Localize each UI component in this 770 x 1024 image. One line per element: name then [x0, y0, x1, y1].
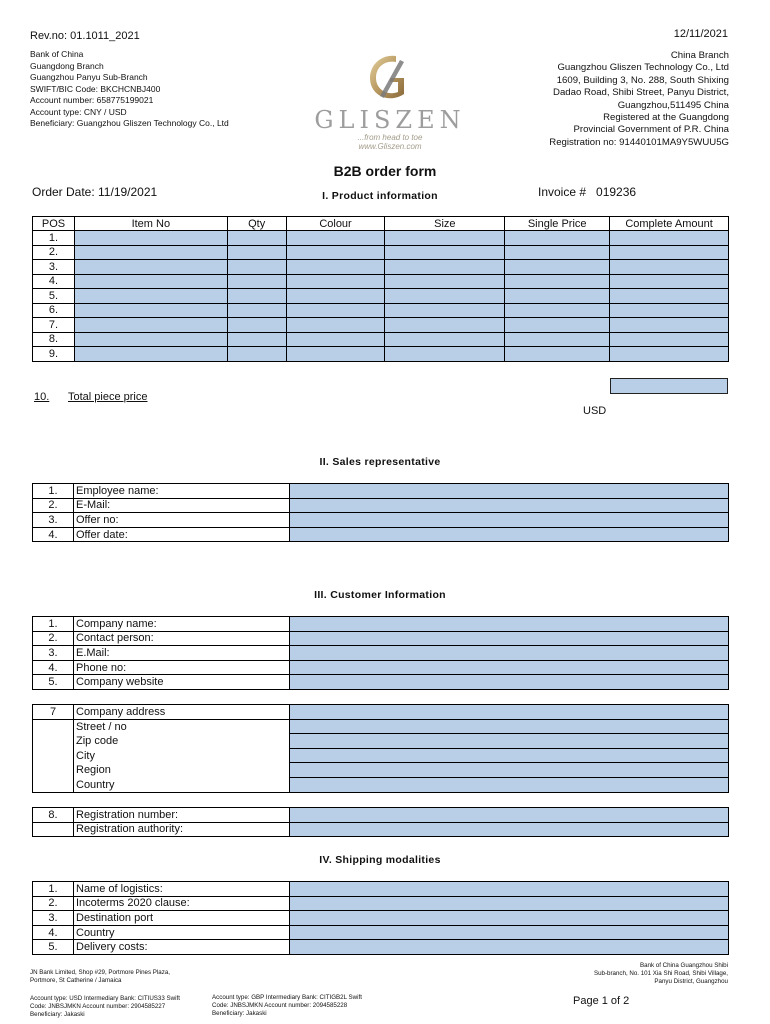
section-shipping-heading: IV. Shipping modalities: [319, 854, 441, 866]
row-label: Delivery costs:: [74, 940, 290, 955]
form-row: [33, 748, 729, 763]
row-label: Street / no: [74, 719, 290, 734]
section-product-heading: I. Product information: [322, 190, 438, 202]
qty-cell[interactable]: [227, 347, 286, 362]
row-number: 1.: [33, 882, 74, 897]
row-label: Country: [74, 777, 290, 792]
pos-cell: 8.: [33, 332, 75, 347]
bank-line: Guangzhou Panyu Sub-Branch: [30, 72, 148, 83]
row-number: 4.: [33, 660, 74, 675]
colour-cell[interactable]: [286, 260, 385, 275]
row-input-field[interactable]: [290, 896, 729, 911]
row-label: Registration authority:: [74, 822, 290, 837]
complete-amount-cell[interactable]: [610, 289, 729, 304]
footer-line: Panyu District, Guangzhou: [654, 978, 728, 985]
pos-cell: 4.: [33, 274, 75, 289]
row-number: [33, 748, 74, 763]
row-input-field[interactable]: [290, 882, 729, 897]
shipping-table: [32, 881, 729, 955]
item-no-cell[interactable]: [74, 245, 227, 260]
beneficiary: Beneficiary: Guangzhou Gliszen Technology Co., Ltd: [30, 118, 229, 128]
form-row: [33, 660, 729, 675]
bank-line: Guangdong Branch: [30, 60, 104, 71]
col-item-no: Item No: [74, 217, 227, 231]
footer-usd-account: [30, 995, 180, 1019]
logo-tagline: [300, 133, 480, 151]
col-pos: POS: [33, 217, 75, 231]
colour-cell[interactable]: [286, 231, 385, 246]
footer-line: Code: JNBSJMKN Account number: 2904585227: [30, 1003, 166, 1010]
row-input-field[interactable]: [290, 911, 729, 926]
form-row: [33, 675, 729, 690]
page-number: Page 1 of 2: [573, 995, 630, 1007]
row-label: Region: [74, 763, 290, 778]
size-cell[interactable]: [385, 289, 505, 304]
company-logo: [300, 50, 480, 150]
qty-cell[interactable]: [227, 303, 286, 318]
product-row: [33, 303, 729, 318]
row-label: Company name:: [74, 617, 290, 632]
row-number: [33, 822, 74, 837]
complete-amount-cell[interactable]: [610, 231, 729, 246]
colour-cell[interactable]: [286, 318, 385, 333]
row-input-field[interactable]: [290, 777, 729, 792]
row-number: 3.: [33, 646, 74, 661]
company-address: [479, 50, 729, 149]
section-customer-heading: III. Customer Information: [314, 589, 446, 601]
form-row: [33, 527, 729, 542]
row-number: 4.: [33, 527, 74, 542]
row-number: 7: [33, 705, 74, 720]
footer-jn-bank: [30, 969, 170, 985]
single-price-cell[interactable]: [505, 332, 610, 347]
complete-amount-cell[interactable]: [610, 260, 729, 275]
row-label: Phone no:: [74, 660, 290, 675]
complete-amount-cell[interactable]: [610, 332, 729, 347]
footer-bank-of-china: [528, 962, 728, 986]
qty-cell[interactable]: [227, 260, 286, 275]
product-row: [33, 318, 729, 333]
logo-brand-text: GLISZEN: [314, 106, 466, 134]
product-row: [33, 245, 729, 260]
colour-cell[interactable]: [286, 289, 385, 304]
footer-line: Account type: GBP Intermediary Bank: CITIGB2L Swift: [212, 994, 362, 1001]
row-input-field[interactable]: [290, 660, 729, 675]
row-input-field[interactable]: [290, 617, 729, 632]
colour-cell[interactable]: [286, 245, 385, 260]
row-number: 2.: [33, 498, 74, 513]
pos-cell: 6.: [33, 303, 75, 318]
row-input-field[interactable]: [290, 527, 729, 542]
row-label: Country: [74, 925, 290, 940]
colour-cell[interactable]: [286, 332, 385, 347]
row-input-field[interactable]: [290, 513, 729, 528]
product-row: [33, 347, 729, 362]
single-price-cell[interactable]: [505, 318, 610, 333]
qty-cell[interactable]: [227, 332, 286, 347]
pos-cell: 9.: [33, 347, 75, 362]
complete-amount-cell[interactable]: [610, 347, 729, 362]
row-input-field[interactable]: [290, 646, 729, 661]
company-line: Guangzhou,511495 China: [617, 99, 729, 111]
currency-label: USD: [583, 405, 607, 417]
complete-amount-cell[interactable]: [610, 318, 729, 333]
row-number: 2.: [33, 896, 74, 911]
row-label: Incoterms 2020 clause:: [74, 896, 290, 911]
row-label: Contact person:: [74, 631, 290, 646]
company-line: Guangzhou Gliszen Technology Co., Ltd: [557, 62, 729, 74]
footer-line: Beneficiary: Jakaski: [212, 1010, 267, 1017]
row-number: 1.: [33, 617, 74, 632]
revision-number: Rev.no: 01.1011_2021: [30, 30, 140, 42]
item-no-cell[interactable]: [74, 332, 227, 347]
size-cell[interactable]: [385, 245, 505, 260]
company-line: 1609, Building 3, No. 288, South Shixing: [556, 74, 729, 86]
section-sales-heading: II. Sales representative: [319, 456, 441, 468]
form-row: [33, 777, 729, 792]
complete-amount-cell[interactable]: [610, 274, 729, 289]
row-number: 8.: [33, 808, 74, 823]
row-number: 4.: [33, 925, 74, 940]
form-row: [33, 719, 729, 734]
single-price-cell[interactable]: [505, 231, 610, 246]
pos-cell: 2.: [33, 245, 75, 260]
logo-website: www.Gliszen.com: [358, 142, 422, 151]
form-row: [33, 734, 729, 749]
row-number: 1.: [33, 484, 74, 499]
company-line: Dadao Road, Shibi Street, Panyu District,: [553, 87, 729, 99]
item-no-cell[interactable]: [74, 318, 227, 333]
row-number: 3.: [33, 513, 74, 528]
item-no-cell[interactable]: [74, 289, 227, 304]
size-cell[interactable]: [385, 332, 505, 347]
col-colour: Colour: [286, 217, 385, 231]
product-table-header: [33, 217, 729, 231]
company-line: China Branch: [670, 50, 729, 61]
item-no-cell[interactable]: [74, 260, 227, 275]
bank-line: Account type: CNY / USD: [30, 106, 127, 117]
row-label: Offer date:: [74, 527, 290, 542]
col-size: Size: [385, 217, 505, 231]
item-no-cell[interactable]: [74, 231, 227, 246]
form-row: [33, 631, 729, 646]
total-price-field[interactable]: [610, 378, 728, 394]
customer-table: [32, 616, 729, 690]
registration-table: [32, 807, 729, 837]
form-row: [33, 513, 729, 528]
pos-cell: 3.: [33, 260, 75, 275]
row-number: 3.: [33, 911, 74, 926]
product-row: [33, 260, 729, 275]
address-table: [32, 704, 729, 793]
product-row: [33, 274, 729, 289]
complete-amount-cell[interactable]: [610, 245, 729, 260]
footer-line: JN Bank Limited, Shop #29, Portmore Pines Plaza,: [30, 969, 170, 976]
form-title: B2B order form: [333, 163, 437, 179]
form-row: [33, 763, 729, 778]
logo-tagline-text: ...from head to toe: [357, 133, 423, 142]
single-price-cell[interactable]: [505, 260, 610, 275]
qty-cell[interactable]: [227, 274, 286, 289]
row-number: [33, 763, 74, 778]
form-row: [33, 646, 729, 661]
qty-cell[interactable]: [227, 245, 286, 260]
item-no-cell[interactable]: [74, 274, 227, 289]
colour-cell[interactable]: [286, 274, 385, 289]
size-cell[interactable]: [385, 274, 505, 289]
row-input-field[interactable]: [290, 498, 729, 513]
bank-line: Account number: 658775199021: [30, 95, 154, 106]
size-cell[interactable]: [385, 231, 505, 246]
colour-cell[interactable]: [286, 303, 385, 318]
row-number: 5.: [33, 940, 74, 955]
row-label: Registration number:: [74, 808, 290, 823]
company-line: Registration no: 91440101MA9Y5WUU5G: [549, 136, 729, 148]
size-cell[interactable]: [385, 318, 505, 333]
product-row: [33, 332, 729, 347]
row-input-field[interactable]: [290, 705, 729, 720]
single-price-cell[interactable]: [505, 347, 610, 362]
item-no-cell[interactable]: [74, 347, 227, 362]
order-date: Order Date: 11/19/2021: [32, 185, 158, 199]
item-no-cell[interactable]: [74, 303, 227, 318]
size-cell[interactable]: [385, 303, 505, 318]
single-price-cell[interactable]: [505, 303, 610, 318]
qty-cell[interactable]: [227, 289, 286, 304]
product-table: [32, 216, 729, 362]
row-input-field[interactable]: [290, 940, 729, 955]
footer-line: Beneficiary: Jakaski: [30, 1011, 85, 1018]
row-label: Name of logistics:: [74, 882, 290, 897]
invoice-value: 019236: [596, 185, 637, 199]
row-input-field[interactable]: [290, 748, 729, 763]
document-date: 12/11/2021: [673, 28, 728, 40]
row-number: 5.: [33, 675, 74, 690]
footer-line: Sub-branch, No. 101 Xia Shi Road, Shibi Village,: [593, 970, 728, 977]
row-label: Offer no:: [74, 513, 290, 528]
qty-cell[interactable]: [227, 231, 286, 246]
product-row: [33, 289, 729, 304]
row-number: 2.: [33, 631, 74, 646]
sales-table: [32, 483, 729, 542]
invoice-number: [538, 185, 636, 199]
footer-line: Code: JNBSJMKN Account number: 2094585228: [212, 1002, 348, 1009]
form-row: [33, 940, 729, 955]
bank-line: Bank of China: [30, 49, 84, 59]
row-number: [33, 777, 74, 792]
col-complete-amount: Complete Amount: [610, 217, 729, 231]
bank-line: SWIFT/BIC Code: BKCHCNBJ400: [30, 83, 161, 94]
form-row: [33, 617, 729, 632]
qty-cell[interactable]: [227, 318, 286, 333]
single-price-cell[interactable]: [505, 289, 610, 304]
row-label: Company address: [74, 705, 290, 720]
row-label: Zip code: [74, 734, 290, 749]
bank-details: [30, 49, 270, 119]
row-input-field[interactable]: [290, 925, 729, 940]
row-input-field[interactable]: [290, 734, 729, 749]
form-row: [33, 822, 729, 837]
row-number: [33, 719, 74, 734]
complete-amount-cell[interactable]: [610, 303, 729, 318]
form-row: [33, 705, 729, 720]
size-cell[interactable]: [385, 260, 505, 275]
invoice-label: Invoice #: [538, 185, 587, 199]
row-input-field[interactable]: [290, 822, 729, 837]
pos-cell: 1.: [33, 231, 75, 246]
col-qty: Qty: [227, 217, 286, 231]
form-row: [33, 925, 729, 940]
footer-line: Portmore, St Catherine / Jamaica: [30, 977, 122, 984]
row-number: [33, 734, 74, 749]
form-row: [33, 911, 729, 926]
company-line: Provincial Government of P.R. China: [573, 124, 729, 136]
total-row-label: Total piece price: [68, 391, 148, 403]
single-price-cell[interactable]: [505, 245, 610, 260]
product-row: [33, 231, 729, 246]
row-input-field[interactable]: [290, 484, 729, 499]
total-row-number: 10.: [34, 391, 50, 403]
footer-line: Bank of China Guangzhou Shibi: [639, 962, 728, 969]
row-label: Company website: [74, 675, 290, 690]
row-label: Destination port: [74, 911, 290, 926]
footer-line: Account type: USD Intermediary Bank: CITIUS33 Swift: [30, 995, 180, 1002]
footer-gbp-account: [212, 994, 362, 1018]
row-label: Employee name:: [74, 484, 290, 499]
pos-cell: 5.: [33, 289, 75, 304]
company-line: Registered at the Guangdong: [603, 112, 729, 124]
row-label: City: [74, 748, 290, 763]
row-input-field[interactable]: [290, 675, 729, 690]
row-label: E-Mail:: [74, 498, 290, 513]
form-row: [33, 484, 729, 499]
row-input-field[interactable]: [290, 631, 729, 646]
form-row: [33, 498, 729, 513]
row-input-field[interactable]: [290, 808, 729, 823]
colour-cell[interactable]: [286, 347, 385, 362]
gliszen-logo-icon: [366, 52, 406, 102]
form-row: [33, 896, 729, 911]
pos-cell: 7.: [33, 318, 75, 333]
row-label: E.Mail:: [74, 646, 290, 661]
form-row: [33, 882, 729, 897]
form-row: [33, 808, 729, 823]
single-price-cell[interactable]: [505, 274, 610, 289]
row-input-field[interactable]: [290, 719, 729, 734]
size-cell[interactable]: [385, 347, 505, 362]
row-input-field[interactable]: [290, 763, 729, 778]
col-single-price: Single Price: [505, 217, 610, 231]
